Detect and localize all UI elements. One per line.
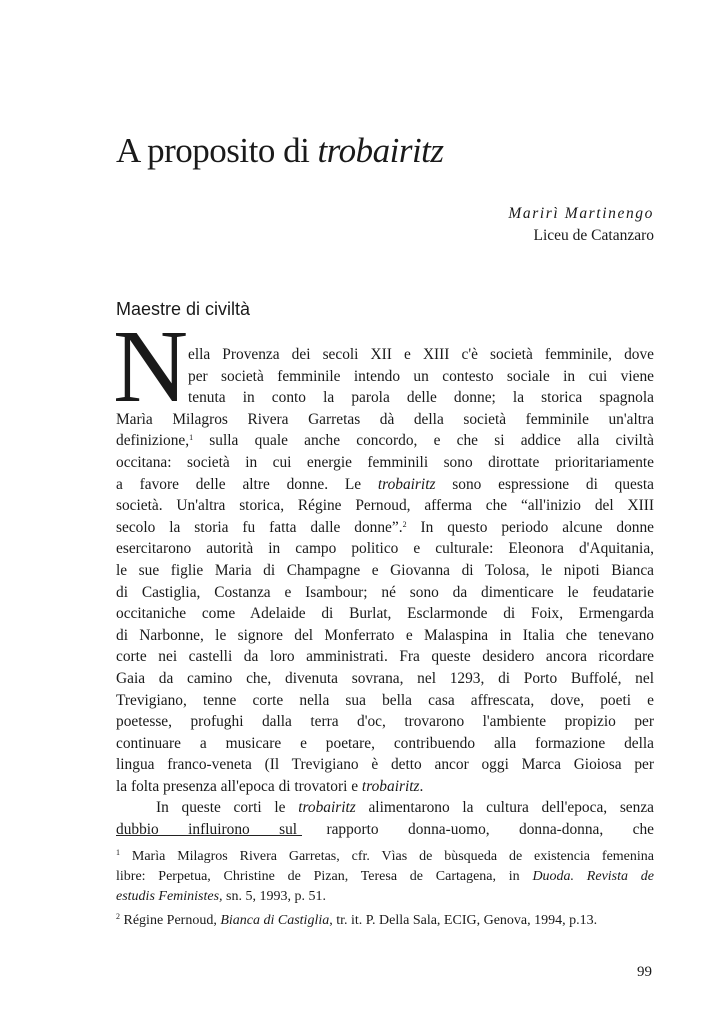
body-line: continuare a musicare e poetare, contribuendo alla formazione della bbox=[116, 734, 654, 752]
body-line: Trevigiano, tenne corte nella sua bella casa affrescata, dove, poeti e bbox=[116, 691, 654, 709]
body-line: secolo la storia fu fatta dalle donne”.$^2$ In questo periodo alcune donne bbox=[116, 518, 654, 536]
page-number: 99 bbox=[637, 964, 652, 980]
body-line: la folta presenza all'epoca di trovatori e trobairitz. bbox=[116, 777, 424, 795]
footnote-divider bbox=[116, 835, 302, 836]
body-paragraph-intro bbox=[188, 344, 654, 409]
body-line: ella Provenza dei secoli XII e XIII c'è società femminile, dove bbox=[188, 346, 654, 363]
body-line: le sue figlie Maria di Champagne e Giovanna di Tolosa, le nipoti Bianca bbox=[116, 561, 654, 579]
body-line: tenuta in conto la parola delle donne; la storica spagnola bbox=[188, 389, 654, 407]
footnote-ref: 1 bbox=[189, 433, 194, 443]
body-line: di Narbonne, le signore del Monferrato e Malaspina in Italia che tenevano bbox=[116, 626, 654, 644]
title-italic-term: trobairitz bbox=[317, 131, 444, 170]
author-name: Marirì Martinengo bbox=[508, 205, 654, 222]
body-line: definizione,$^1$ sulla quale anche concordo, e che si addice alla civiltà bbox=[116, 432, 654, 450]
body-line: occitana: società in cui energie femminili sono dirottate prioritariamente bbox=[116, 453, 654, 471]
body-line: poetesse, profughi dalla terra d'oc, trovarono l'ambiente propizio per bbox=[116, 713, 654, 731]
footnote-number: 1 bbox=[116, 848, 120, 857]
body-line: per società femminile intendo un contesto sociale in cui viene bbox=[188, 367, 654, 385]
body-line: società. Un'altra storica, Régine Pernoud, afferma che “all'inizio del XIII bbox=[116, 497, 654, 515]
footnote-line: estudis Feministes, sn. 5, 1993, p. 51. bbox=[116, 889, 326, 904]
body-line: In queste corti le trobairitz alimentarono la cultura dell'epoca, senza bbox=[156, 799, 654, 817]
section-heading: Maestre di civiltà bbox=[116, 299, 251, 319]
title-text: A proposito di bbox=[116, 131, 318, 170]
author-affiliation: Liceu de Catanzaro bbox=[533, 227, 654, 244]
footnote-line: libre: Perpetua, Christine de Pizan, Teresa de Cartagena, in Duoda. Revista de bbox=[116, 869, 654, 884]
body-line: lingua franco-veneta (Il Trevigiano è detto ancor oggi Marca Gioiosa per bbox=[116, 756, 654, 774]
drop-cap: N bbox=[113, 309, 189, 424]
footnote-1 bbox=[116, 847, 654, 907]
article-title bbox=[116, 132, 444, 171]
footnote-line: $^1$ Marìa Milagros Rivera Garretas, cfr. Vìas de bùsqueda de existencia femenina bbox=[116, 848, 654, 864]
body-line: esercitarono autorità in campo politico e culturale: Eleonora d'Aquitania, bbox=[116, 540, 654, 558]
body-line: di Castiglia, Costanza e Isambour; né sono da dimenticare le feudatarie bbox=[116, 583, 654, 601]
footnote-line: $^2$ Régine Pernoud, Bianca di Castiglia, tr. it. P. Della Sala, ECIG, Genova, 1994, p.13. bbox=[116, 912, 598, 928]
body-paragraph bbox=[116, 409, 654, 841]
body-line: corte nei castelli da loro amministrati. Fra queste desidero ancora ricordare bbox=[116, 648, 654, 666]
body-line: Marìa Milagros Rivera Garretas dà della società femminile un'altra bbox=[116, 410, 654, 428]
body-line: dubbio influirono sul rapporto donna-uomo, donna-donna, che bbox=[116, 821, 654, 839]
footnote-number: 2 bbox=[116, 912, 120, 921]
body-line: Gaia da camino che, divenuta sovrana, nel 1293, di Porto Buffolé, nel bbox=[116, 669, 654, 687]
body-line: occitaniche come Adelaide di Burlat, Esclarmonde di Foix, Ermengarda bbox=[116, 605, 654, 623]
body-line: a favore delle altre donne. Le trobairitz sono espressione di questa bbox=[116, 475, 654, 493]
footnote-ref: 2 bbox=[402, 519, 407, 529]
footnote-2 bbox=[116, 911, 654, 931]
